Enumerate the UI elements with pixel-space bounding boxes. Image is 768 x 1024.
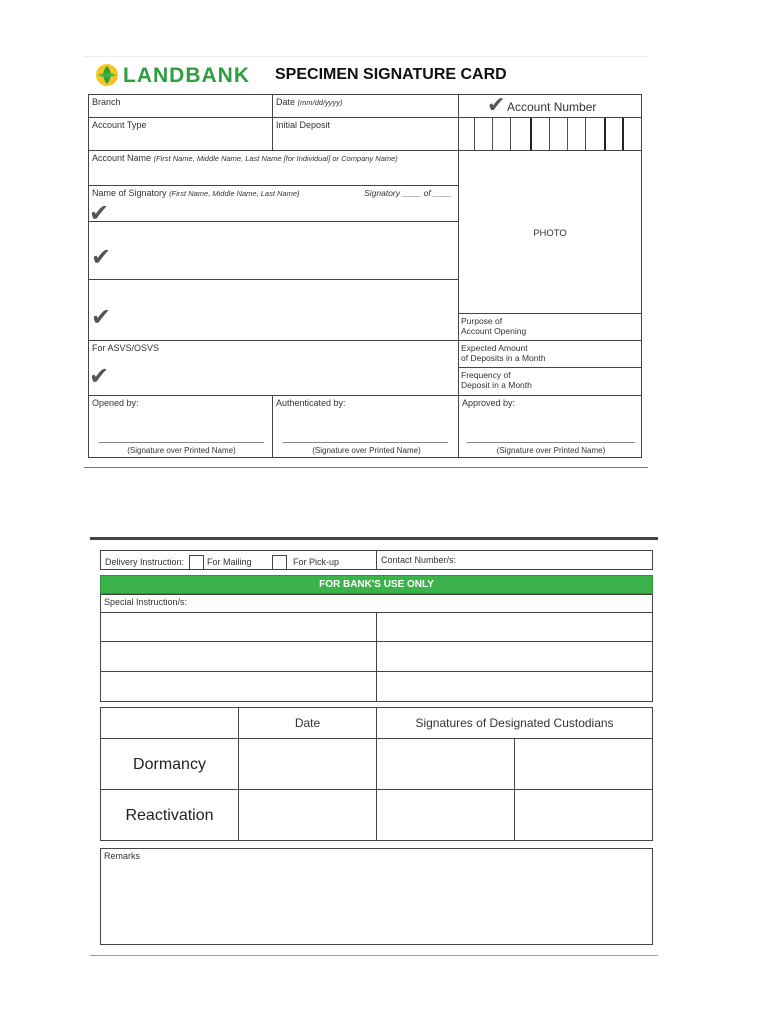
section-divider bbox=[90, 537, 658, 540]
signatory-field-3[interactable] bbox=[88, 279, 459, 341]
landbank-logo bbox=[95, 63, 265, 89]
reactivation-signature-cell[interactable] bbox=[376, 789, 515, 841]
check-mark-icon: ✔ bbox=[89, 362, 110, 390]
signature-line bbox=[99, 442, 264, 443]
purpose-field[interactable] bbox=[458, 313, 642, 341]
branch-label: Branch bbox=[92, 97, 121, 107]
remarks-label: Remarks bbox=[104, 851, 141, 861]
purpose-label-2: Account Opening bbox=[461, 326, 527, 336]
account-number-boxes[interactable] bbox=[458, 117, 642, 151]
signatory-name-label: Name of Signatory bbox=[92, 188, 167, 198]
reactivation-signature-cell[interactable] bbox=[514, 789, 653, 841]
check-mark-icon: ✔ bbox=[91, 243, 112, 271]
authenticated-by-label: Authenticated by: bbox=[276, 398, 346, 408]
bottom-divider bbox=[90, 955, 658, 956]
top-divider bbox=[84, 56, 648, 57]
special-instruction-cell[interactable] bbox=[376, 641, 653, 672]
delivery-row bbox=[100, 550, 653, 570]
signatory-field-2[interactable] bbox=[88, 221, 459, 280]
contact-number-field[interactable] bbox=[381, 555, 456, 565]
frequency-field[interactable] bbox=[458, 367, 642, 396]
card-title: SPECIMEN SIGNATURE CARD bbox=[275, 66, 507, 83]
signatory-count: Signatory ____ of ____ bbox=[364, 188, 452, 198]
approved-by-label: Approved by: bbox=[462, 398, 516, 408]
account-number-header bbox=[458, 94, 642, 118]
photo-box[interactable] bbox=[458, 150, 642, 314]
special-instruction-cell[interactable] bbox=[100, 641, 377, 672]
opened-by-label: Opened by: bbox=[92, 398, 139, 408]
dormancy-table-corner bbox=[100, 707, 239, 739]
opened-by-field[interactable] bbox=[88, 395, 273, 458]
signatory-name-hint: (First Name, Middle Name, Last Name) bbox=[169, 189, 300, 198]
banner-label: FOR BANK'S USE ONLY bbox=[319, 579, 434, 590]
account-type-field[interactable] bbox=[88, 117, 273, 151]
special-instruction-cell[interactable] bbox=[376, 671, 653, 702]
date-column-header bbox=[238, 707, 377, 739]
account-name-label: Account Name bbox=[92, 153, 152, 163]
approved-by-field[interactable] bbox=[458, 395, 642, 458]
reactivation-date-cell[interactable] bbox=[238, 789, 377, 841]
frequency-label-2: Deposit in a Month bbox=[461, 380, 532, 390]
authenticated-by-field[interactable] bbox=[272, 395, 459, 458]
expected-label-1: Expected Amount bbox=[461, 343, 528, 353]
logo-text: LANDBANK bbox=[123, 64, 250, 87]
for-mailing-checkbox[interactable] bbox=[189, 555, 204, 570]
initial-deposit-field[interactable] bbox=[272, 117, 459, 151]
dormancy-signature-cell[interactable] bbox=[514, 738, 653, 790]
reactivation-row-label bbox=[100, 789, 239, 841]
special-instruction-cell[interactable] bbox=[376, 612, 653, 642]
custodians-column-header bbox=[376, 707, 653, 739]
check-mark-icon: ✔ bbox=[487, 93, 506, 118]
signature-caption: (Signature over Printed Name) bbox=[312, 446, 421, 455]
for-mailing-label: For Mailing bbox=[207, 556, 252, 567]
account-name-field[interactable] bbox=[88, 150, 459, 186]
expected-label-2: of Deposits in a Month bbox=[461, 353, 546, 363]
asvs-label: For ASVS/OSVS bbox=[92, 343, 160, 353]
special-instruction-header bbox=[100, 594, 653, 613]
delivery-label: Delivery Instruction: bbox=[105, 556, 185, 567]
special-instruction-label: Special Instruction/s: bbox=[104, 597, 188, 607]
date-label: Date bbox=[276, 97, 296, 107]
for-pickup-checkbox[interactable] bbox=[272, 555, 287, 570]
asvs-field[interactable] bbox=[88, 340, 459, 396]
signature-line bbox=[283, 442, 448, 443]
dormancy-date-cell[interactable] bbox=[238, 738, 377, 790]
signatory-field-1[interactable] bbox=[88, 185, 459, 227]
frequency-label-1: Frequency of bbox=[461, 370, 511, 380]
special-instruction-cell[interactable] bbox=[100, 612, 377, 642]
special-instruction-cell[interactable] bbox=[100, 671, 377, 702]
check-mark-icon: ✔ bbox=[89, 199, 110, 227]
dormancy-signature-cell[interactable] bbox=[376, 738, 515, 790]
dormancy-row-label bbox=[100, 738, 239, 790]
reactivation-label: Reactivation bbox=[125, 807, 214, 824]
date-field[interactable] bbox=[272, 94, 459, 118]
custodians-column-label: Signatures of Designated Custodians bbox=[415, 716, 614, 730]
branch-field[interactable] bbox=[88, 94, 273, 118]
contact-label: Contact Number/s: bbox=[381, 555, 457, 565]
signature-caption: (Signature over Printed Name) bbox=[127, 446, 236, 455]
check-mark-icon: ✔ bbox=[91, 303, 112, 331]
account-type-label: Account Type bbox=[92, 120, 147, 130]
initial-deposit-label: Initial Deposit bbox=[276, 120, 331, 130]
for-pickup-label: For Pick-up bbox=[293, 556, 340, 567]
account-number-label: Account Number bbox=[507, 100, 597, 114]
purpose-label-1: Purpose of bbox=[461, 316, 503, 326]
remarks-box[interactable] bbox=[100, 848, 653, 945]
signature-caption: (Signature over Printed Name) bbox=[496, 446, 606, 455]
date-format-hint: (mm/dd/yyyy) bbox=[297, 98, 343, 107]
signature-line bbox=[467, 442, 635, 443]
account-name-hint: (First Name, Middle Name, Last Name [for Individual] or Company Name) bbox=[153, 154, 398, 163]
dormancy-label: Dormancy bbox=[133, 756, 206, 773]
expected-amount-field[interactable] bbox=[458, 340, 642, 368]
leaf-emblem-icon bbox=[95, 63, 119, 87]
date-column-label: Date bbox=[294, 716, 321, 730]
card-bottom-divider bbox=[84, 467, 648, 468]
bank-use-banner bbox=[100, 575, 653, 594]
photo-label: PHOTO bbox=[533, 228, 567, 239]
